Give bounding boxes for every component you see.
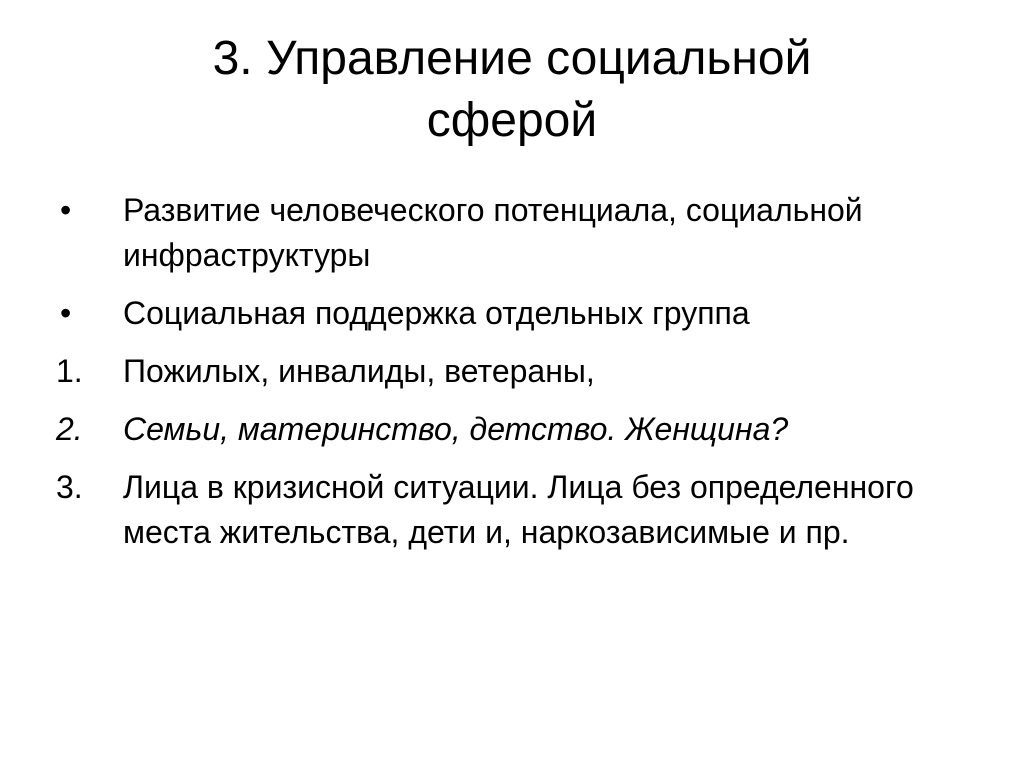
item-text: Социальная поддержка отдельных группа xyxy=(123,295,750,331)
numbered-item-families xyxy=(56,407,976,452)
bullet-marker: • xyxy=(60,192,72,228)
item-text: Пожилых, инвалиды, ветераны, xyxy=(123,353,595,389)
slide-title xyxy=(60,28,964,152)
bullet-marker: • xyxy=(60,295,72,331)
item-text: Лица в кризисной ситуации. Лица без определенного места жительства, дети и, наркозависимые и пр. xyxy=(123,469,914,550)
title-line-2: сферой xyxy=(426,94,598,147)
number-marker: 1. xyxy=(56,353,83,389)
content-list xyxy=(56,188,976,568)
item-text: Семьи, материнство, детство. Женщина? xyxy=(123,411,789,447)
number-marker: 3. xyxy=(56,469,83,505)
bullet-item-human-potential xyxy=(56,188,976,278)
title-line-1: 3. Управление социальной xyxy=(212,32,812,85)
numbered-item-crisis xyxy=(56,465,976,555)
item-text: Развитие человеческого потенциала, социальной инфраструктуры xyxy=(123,192,863,273)
numbered-item-elderly xyxy=(56,349,976,394)
number-marker: 2. xyxy=(56,411,83,447)
bullet-item-social-support xyxy=(56,291,976,336)
